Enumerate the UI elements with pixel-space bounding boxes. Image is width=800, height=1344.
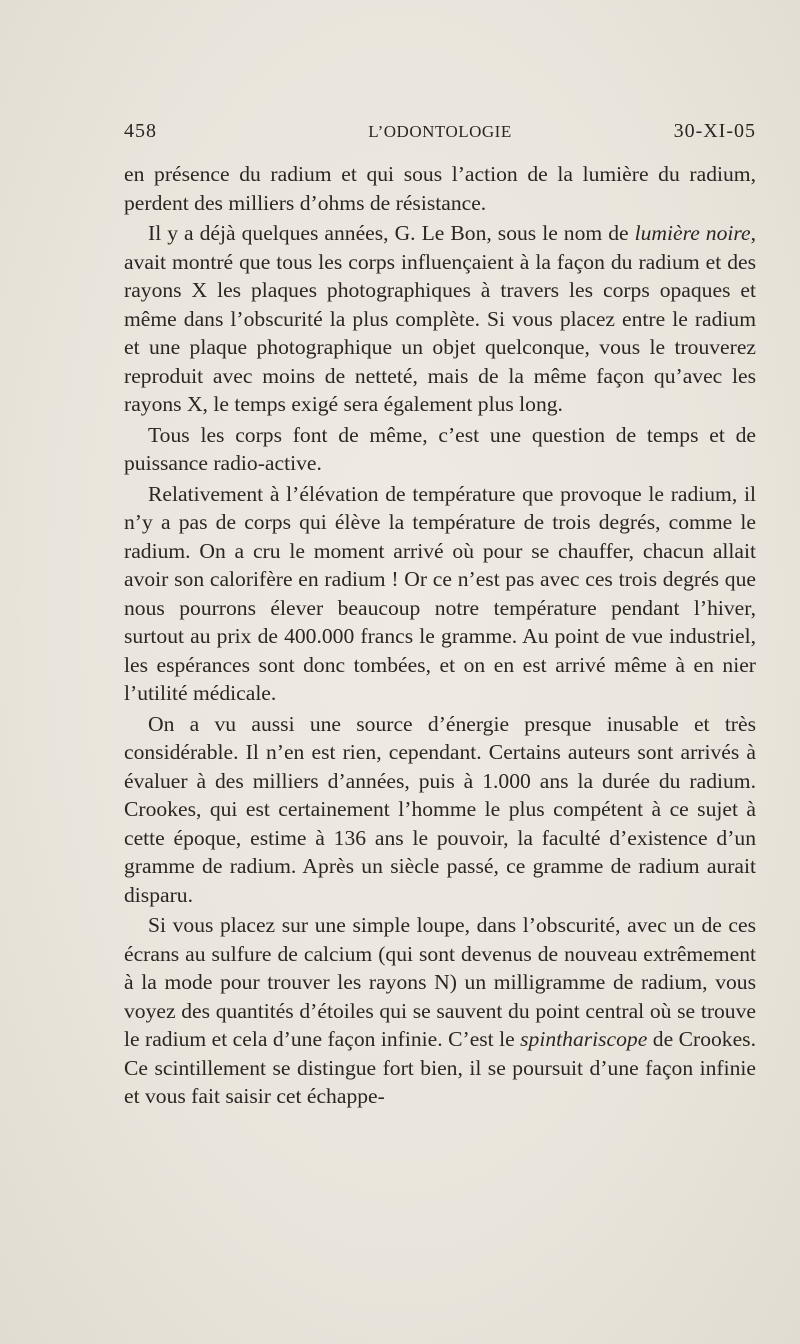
page-number: 458 bbox=[124, 120, 157, 142]
paragraph-4: Relativement à l’élévation de température que provoque le radium, il n’y a pas de corps qui élève la température de trois degrés, comme le radium. On a cru le moment arrivé où pour se chauffer, chacun allait avoir son calorifère en radium ! Or ce n’est pas avec ces trois degrés que nous pourrons élever beaucoup notre température pendant l’hiver, surtout au prix de 400.000 francs le gramme. Au point de vue industriel, les espérances sont donc tombées, et on en est arrivé même à en nier l’utilité médicale. bbox=[124, 481, 756, 705]
paragraph-3: Tous les corps font de même, c’est une question de temps et de puissance radio-active. bbox=[124, 422, 756, 475]
body-text bbox=[124, 160, 756, 1111]
issue-date: 30-XI-05 bbox=[673, 120, 756, 142]
journal-title: L’ODONTOLOGIE bbox=[368, 122, 512, 141]
running-head bbox=[124, 120, 756, 150]
paragraph-2: Il y a déjà quelques années, G. Le Bon, sous le nom de lumière noire, avait montré que tous les corps influençaient à la façon du radium et des rayons X les plaques photographiques à travers les corps opaques et même dans l’obscurité la plus complète. Si vous placez entre le radium et une plaque photographique un objet quelconque, vous le trouverez reproduit avec moins de netteté, mais de la même façon qu’avec les rayons X, le temps exigé sera également plus long. bbox=[124, 221, 756, 416]
paragraph-5: On a vu aussi une source d’énergie presque inusable et très considérable. Il n’en est rien, cependant. Certains auteurs sont arrivés à évaluer à des milliers d’années, puis à 1.000 ans la durée du radium. Crookes, qui est certainement l’homme le plus compétent à ce sujet à cette époque, estime à 136 ans le pouvoir, la faculté d’existence d’un gramme de radium. Après un siècle passé, ce gramme de radium aurait disparu. bbox=[124, 711, 756, 907]
paragraph-6: Si vous placez sur une simple loupe, dans l’obscurité, avec un de ces écrans au sulfure de calcium (qui sont devenus de nouveau extrêmement à la mode pour trouver les rayons N) un milligramme de radium, vous voyez des quantités d’étoiles qui se sauvent du point central où se trouve le radium et cela d’une façon infinie. C’est le spinthariscope de Crookes. Ce scintillement se distingue fort bien, il se poursuit d’une façon infinie et vous fait saisir cet échappe- bbox=[124, 913, 756, 1108]
italic-term-spinthariscope: spinthariscope bbox=[520, 1027, 648, 1051]
paragraph-1: en présence du radium et qui sous l’action de la lumière du radium, perdent des milliers d’ohms de résistance. bbox=[124, 162, 756, 215]
italic-term-lumiere-noire: lumière noire bbox=[634, 221, 751, 245]
